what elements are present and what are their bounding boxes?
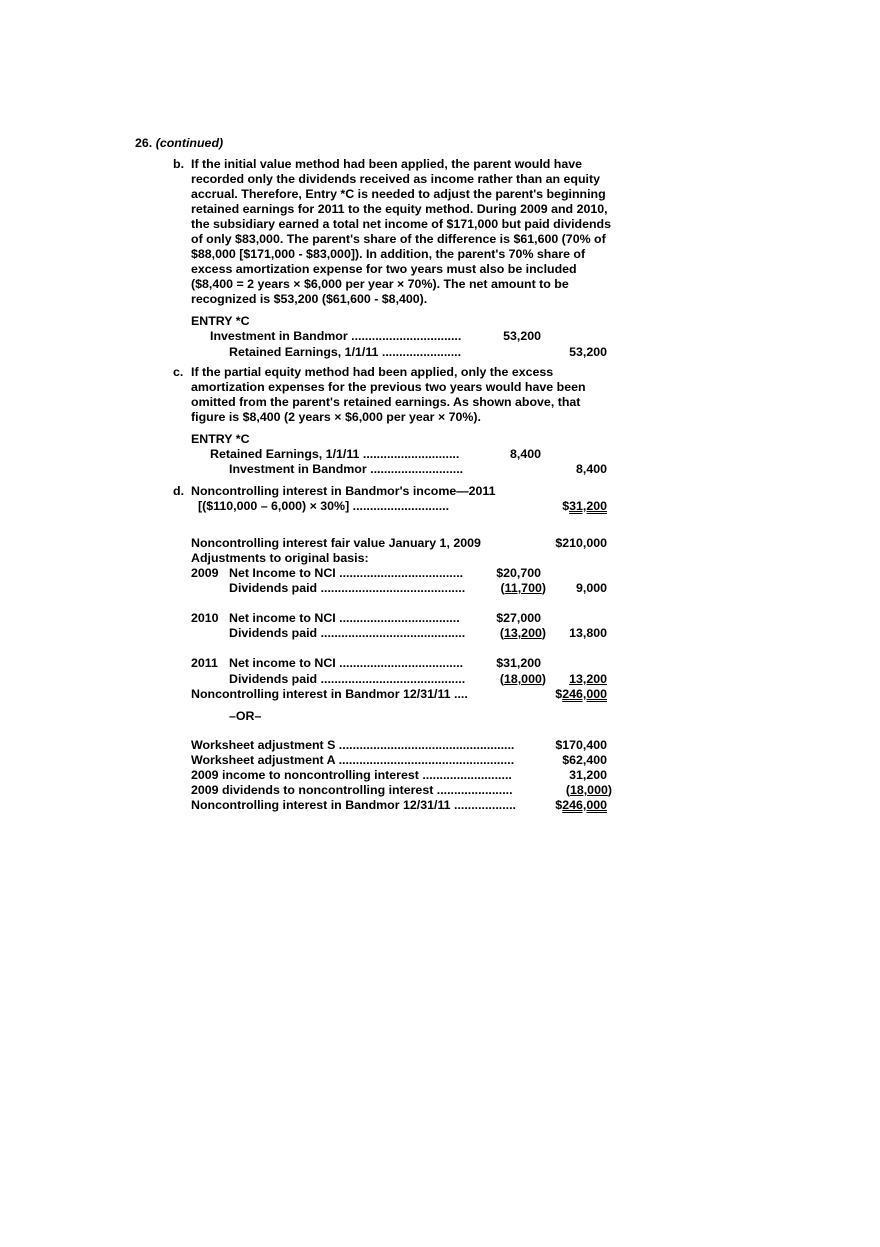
nci-total-amount bbox=[540, 687, 607, 702]
nci-dividends-2009-amount bbox=[540, 783, 612, 798]
entry-title: ENTRY *C bbox=[191, 314, 250, 328]
part-b-line: $88,000 [$171,000 - $83,000]). In addition, the parent's 70% share of bbox=[191, 247, 586, 261]
nci-income-label: Net Income to NCI .................................... bbox=[229, 566, 464, 580]
part-c-line: amortization expenses for the previous two years would have been bbox=[191, 380, 586, 394]
part-b-line: If the initial value method had been applied, the parent would have bbox=[191, 157, 583, 171]
part-b-line: of only $83,000. The parent's share of the difference is $61,600 (70% of bbox=[191, 232, 606, 246]
dollar-sign: $ bbox=[555, 687, 563, 701]
paren-open: ( bbox=[499, 672, 504, 686]
nci-dividends-2009-label: 2009 dividends to noncontrolling interest ...................... bbox=[191, 783, 513, 797]
year-label: 2010 bbox=[191, 611, 219, 625]
part-c-letter: c. bbox=[173, 365, 184, 379]
or-separator: –OR– bbox=[229, 709, 262, 723]
paren-open: ( bbox=[565, 783, 570, 797]
part-c-line: If the partial equity method had been applied, only the excess bbox=[191, 365, 554, 379]
net-adjustment-value: 13,200 bbox=[569, 672, 607, 686]
part-b-line: the subsidiary earned a total net income of $171,000 but paid dividends bbox=[191, 217, 612, 231]
problem-number: 26. bbox=[135, 136, 153, 150]
fair-value-label: Noncontrolling interest fair value January 1, 2009 bbox=[191, 536, 481, 550]
nci-alt-total-value: 246,000 bbox=[562, 798, 607, 812]
paren-close: ) bbox=[541, 672, 546, 686]
nci-alt-total-label: Noncontrolling interest in Bandmor 12/31/11 .................. bbox=[191, 798, 516, 812]
dividends-amount bbox=[480, 581, 546, 596]
nci-income-label: Net income to NCI ................................... bbox=[229, 611, 460, 625]
nci-income-formula: [($110,000 – 6,000) × 30%] ............................ bbox=[198, 499, 450, 513]
entry-debit-label: Retained Earnings, 1/1/11 ............................ bbox=[210, 447, 460, 461]
part-b-line: accrual. Therefore, Entry *C is needed to adjust the parent's beginning bbox=[191, 187, 606, 201]
nci-income-amount: $20,700 bbox=[496, 566, 541, 580]
worksheet-s-label: Worksheet adjustment S ................................................... bbox=[191, 738, 515, 752]
paren-close: ) bbox=[607, 783, 612, 797]
year-label: 2009 bbox=[191, 566, 219, 580]
nci-income-amount: $31,200 bbox=[496, 656, 541, 670]
dividends-label: Dividends paid .......................................... bbox=[229, 581, 466, 595]
nci-income-amount: $27,000 bbox=[496, 611, 541, 625]
nci-total-value: 246,000 bbox=[562, 687, 607, 701]
nci-income-amount bbox=[540, 499, 607, 514]
paren-close: ) bbox=[541, 626, 546, 640]
continued-label: (continued) bbox=[155, 136, 224, 150]
worksheet-a-label: Worksheet adjustment A ................................................... bbox=[191, 753, 515, 767]
part-b-line: ($8,400 = 2 years × $6,000 per year × 70%). The net amount to be bbox=[191, 277, 569, 291]
dividends-value: 13,200 bbox=[503, 626, 542, 640]
part-b-line: recognized is $53,200 ($61,600 - $8,400). bbox=[191, 292, 428, 306]
part-b-line: recorded only the dividends received as income rather than an equity bbox=[191, 172, 601, 186]
net-adjustment: 9,000 bbox=[575, 581, 607, 595]
net-adjustment: 13,800 bbox=[569, 626, 607, 640]
problem-heading bbox=[135, 136, 223, 151]
paren-open: ( bbox=[499, 626, 504, 640]
nci-income-label: Net income to NCI .................................... bbox=[229, 656, 464, 670]
nci-income-value: 31,200 bbox=[569, 499, 607, 513]
part-c-line: omitted from the parent's retained earnings. As shown above, that bbox=[191, 395, 581, 409]
adjustments-label: Adjustments to original basis: bbox=[191, 551, 369, 565]
dividends-value: 18,000 bbox=[569, 783, 608, 797]
entry-credit-amount: 53,200 bbox=[569, 345, 607, 359]
part-b-line: excess amortization expense for two years must also be included bbox=[191, 262, 577, 276]
part-b-line: retained earnings for 2011 to the equity method. During 2009 and 2010, bbox=[191, 202, 608, 216]
entry-debit-label: Investment in Bandmor ................................ bbox=[210, 329, 462, 343]
entry-credit-label: Retained Earnings, 1/1/11 ....................... bbox=[229, 345, 462, 359]
dividends-amount bbox=[480, 626, 546, 641]
entry-debit-amount: 8,400 bbox=[509, 447, 541, 461]
nci-income-line: Noncontrolling interest in Bandmor's income—2011 bbox=[191, 484, 496, 498]
part-b-letter: b. bbox=[173, 157, 185, 171]
nci-income-2009-amount: 31,200 bbox=[569, 768, 607, 782]
entry-debit-amount: 53,200 bbox=[503, 329, 541, 343]
dollar-sign: $ bbox=[562, 499, 570, 513]
fair-value-amount: $210,000 bbox=[555, 536, 607, 550]
dividends-label: Dividends paid .......................................... bbox=[229, 626, 466, 640]
year-label: 2011 bbox=[191, 656, 218, 670]
dividends-amount bbox=[480, 672, 546, 687]
nci-total-label: Noncontrolling interest in Bandmor 12/31/11 .... bbox=[191, 687, 468, 701]
dividends-label: Dividends paid .......................................... bbox=[229, 672, 466, 686]
entry-title: ENTRY *C bbox=[191, 432, 250, 446]
net-adjustment bbox=[540, 672, 607, 687]
dividends-value: 18,000 bbox=[503, 672, 542, 686]
entry-credit-amount: 8,400 bbox=[575, 462, 607, 476]
part-d-letter: d. bbox=[173, 484, 185, 498]
entry-credit-label: Investment in Bandmor ........................... bbox=[229, 462, 464, 476]
worksheet-a-amount: $62,400 bbox=[562, 753, 607, 767]
worksheet-s-amount: $170,400 bbox=[555, 738, 607, 752]
nci-alt-total-amount bbox=[540, 798, 607, 813]
part-c-line: figure is $8,400 (2 years × $6,000 per year × 70%). bbox=[191, 410, 481, 424]
nci-income-2009-label: 2009 income to noncontrolling interest .......................... bbox=[191, 768, 512, 782]
paren-close: ) bbox=[541, 581, 546, 595]
dollar-sign: $ bbox=[555, 798, 563, 812]
paren-open: ( bbox=[500, 581, 505, 595]
dividends-value: 11,700 bbox=[504, 581, 542, 595]
